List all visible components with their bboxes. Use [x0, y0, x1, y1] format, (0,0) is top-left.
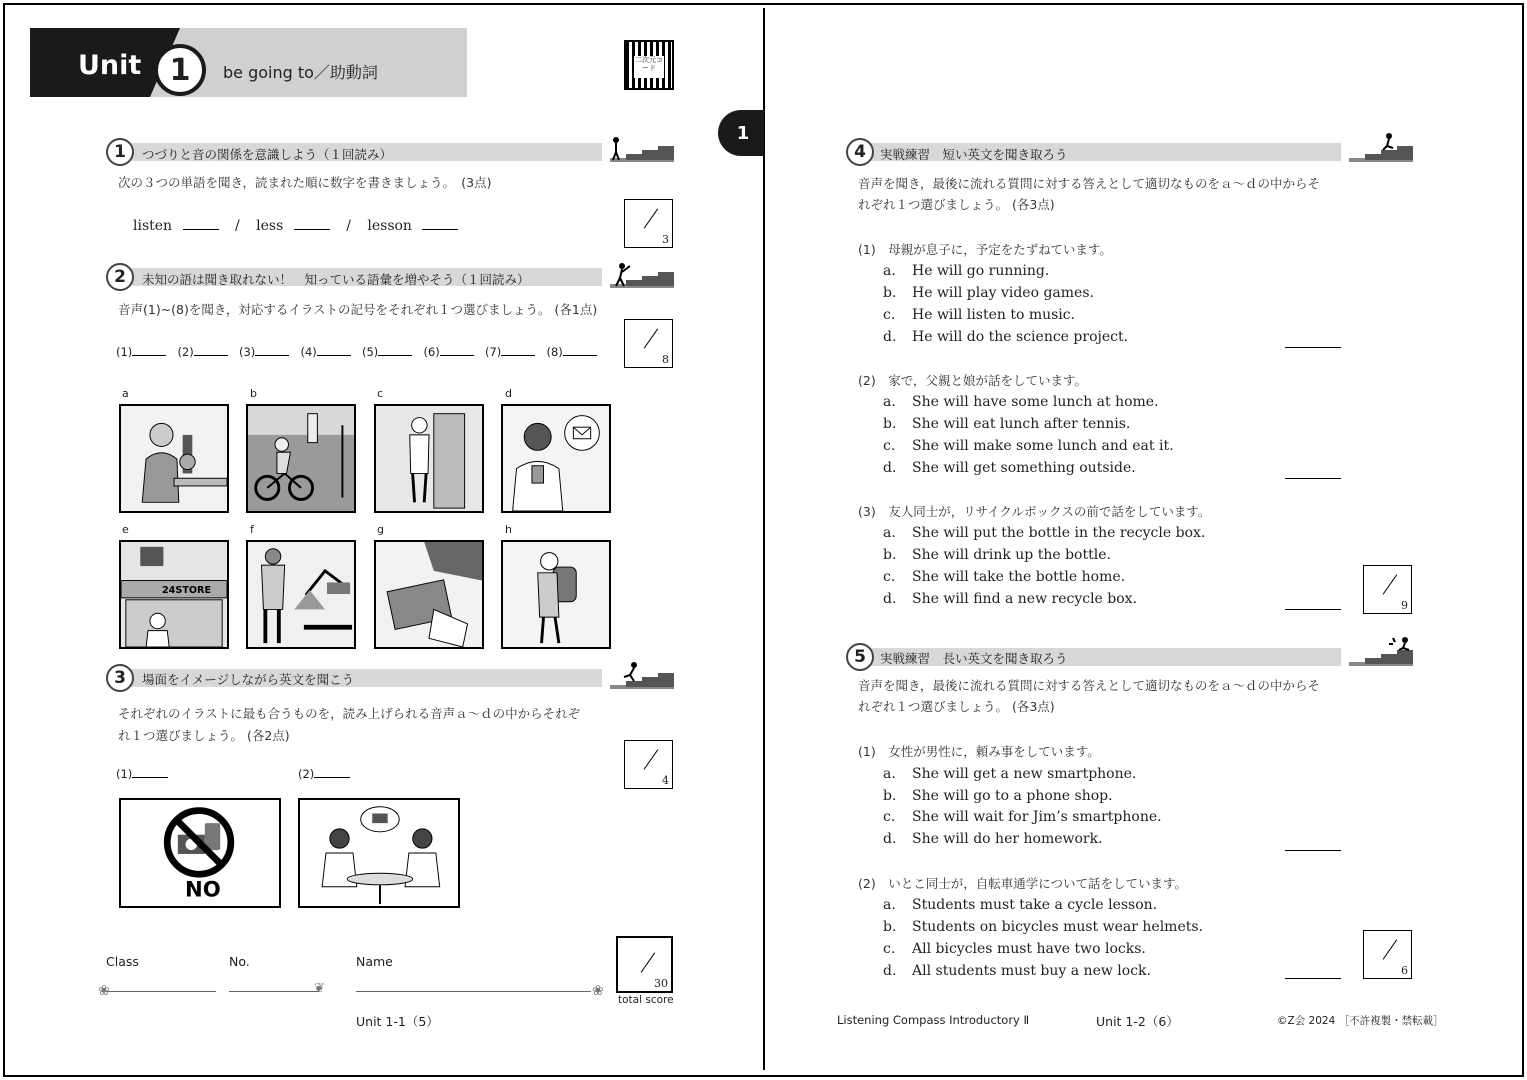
- section2-blanks: [116, 345, 608, 359]
- question-label: (3) 友人同士が，リサイクルボックスの前で話をしています。: [858, 504, 1211, 519]
- picture-h-hiker: [501, 540, 611, 649]
- word-1-blank[interactable]: [183, 229, 219, 230]
- section4-instruction-line2: れぞれ１つ選びましょう。 (各3点): [858, 197, 1055, 212]
- unit-word: Unit: [78, 50, 142, 81]
- section4-score-box[interactable]: [1363, 565, 1412, 614]
- unit-number-badge: [154, 44, 206, 96]
- picture-g-package: [374, 540, 484, 649]
- option-item[interactable]: c. She will wait for Jim’s smartphone.: [883, 809, 1162, 825]
- picture-label-e: e: [122, 523, 129, 536]
- stairs-icon: [610, 258, 674, 288]
- section1-score-box[interactable]: [624, 199, 673, 248]
- answer-blank[interactable]: (6): [424, 345, 486, 359]
- stairs-icon: [1349, 636, 1413, 666]
- word-3: lesson: [367, 218, 412, 234]
- no-sign-text: NO: [185, 876, 221, 902]
- section5-number: 5: [846, 643, 874, 671]
- score-denominator: 3: [662, 233, 669, 246]
- unit-number: 1: [154, 44, 206, 96]
- picture-label-g: g: [377, 523, 384, 536]
- section3-instruction-line2: れ１つ選びましょう。 (各2点): [118, 728, 290, 743]
- option-item[interactable]: d. All students must buy a new lock.: [883, 963, 1151, 979]
- option-item[interactable]: b. She will drink up the bottle.: [883, 547, 1111, 563]
- qr-code-label: 二次元コード: [634, 56, 664, 78]
- answer-blank[interactable]: (1): [116, 345, 178, 359]
- stairs-icon: [610, 659, 674, 689]
- section2-number: 2: [106, 263, 134, 291]
- total-score-label: total score: [618, 994, 674, 1006]
- option-item[interactable]: c. She will take the bottle home.: [883, 569, 1126, 585]
- answer-line[interactable]: [1285, 978, 1341, 979]
- section1-instruction: 次の３つの単語を聞き，読まれた順に数字を書きましょう。 (3点): [118, 175, 492, 190]
- store-sign-text: 24STORE: [161, 585, 212, 597]
- word-separator: /: [234, 218, 240, 234]
- option-item[interactable]: b. Students on bicycles must wear helmets.: [883, 919, 1203, 935]
- picture-d-message: [501, 404, 611, 513]
- total-denominator: 30: [654, 977, 668, 990]
- copyright: ©Z会 2024 ［不許複製・禁転載］: [1277, 1015, 1444, 1027]
- answer-blank[interactable]: (7): [485, 345, 547, 359]
- page-divider: [763, 8, 765, 1070]
- option-item[interactable]: b. She will eat lunch after tennis.: [883, 416, 1131, 432]
- section1-title: つづりと音の関係を意識しよう（１回読み）: [142, 147, 393, 162]
- picture-cafe-conversation: [298, 798, 460, 908]
- page-tab: 1: [718, 110, 764, 156]
- right-page-label: Unit 1-2（6）: [1096, 1014, 1179, 1029]
- word-1: listen: [133, 218, 173, 234]
- option-item[interactable]: a. She will get a new smartphone.: [883, 766, 1137, 782]
- leaf-icon: ❀: [592, 983, 604, 999]
- question-label: (2) いとこ同士が，自転車通学について話をしています。: [858, 876, 1187, 891]
- total-score-box[interactable]: [616, 936, 673, 993]
- section2-title: 未知の語は聞き取れない！ 知っている語彙を増やそう（１回読み）: [142, 272, 530, 287]
- section1-number: 1: [106, 138, 134, 166]
- option-item[interactable]: c. She will make some lunch and eat it.: [883, 438, 1174, 454]
- section1-words: [133, 218, 458, 234]
- word-2-blank[interactable]: [294, 229, 330, 230]
- score-denominator: 8: [662, 353, 669, 366]
- answer-blank[interactable]: (2): [298, 767, 350, 781]
- answer-blank[interactable]: (4): [301, 345, 363, 359]
- section2-instruction: 音声(1)~(8)を聞き，対応するイラストの記号をそれぞれ１つ選びましょう。 (各1点): [118, 302, 598, 317]
- answer-line[interactable]: [1285, 850, 1341, 851]
- answer-line[interactable]: [1285, 347, 1341, 348]
- word-3-blank[interactable]: [422, 229, 458, 230]
- option-item[interactable]: c. He will listen to music.: [883, 307, 1076, 323]
- section2-score-box[interactable]: [624, 319, 673, 368]
- answer-line[interactable]: [1285, 609, 1341, 610]
- section4-instruction-line1: 音声を聞き，最後に流れる質問に対する答えとして適切なものをａ～ｄの中からそ: [858, 176, 1321, 191]
- name-label: Name: [356, 954, 393, 969]
- word-2: less: [256, 218, 284, 234]
- score-denominator: 4: [662, 774, 669, 787]
- section4-title: 実戦練習 短い英文を聞き取ろう: [880, 147, 1068, 162]
- stairs-icon: [610, 132, 674, 162]
- word-separator: /: [346, 218, 351, 234]
- section5-score-box[interactable]: [1363, 930, 1412, 979]
- section3-number: 3: [106, 664, 134, 692]
- option-item[interactable]: a. Students must take a cycle lesson.: [883, 897, 1158, 913]
- class-label: Class: [106, 954, 139, 969]
- answer-blank[interactable]: (3): [239, 345, 301, 359]
- picture-b-bicycle: [246, 404, 356, 513]
- option-item[interactable]: a. She will put the bottle in the recycle box.: [883, 525, 1206, 541]
- picture-f-construction: [246, 540, 356, 649]
- picture-no-camera: [119, 798, 281, 908]
- answer-blank[interactable]: (8): [547, 345, 609, 359]
- picture-label-h: h: [505, 523, 512, 536]
- number-label: No.: [229, 954, 250, 969]
- section5-instruction-line1: 音声を聞き，最後に流れる質問に対する答えとして適切なものをａ～ｄの中からそ: [858, 678, 1321, 693]
- qr-code-icon[interactable]: [624, 40, 674, 90]
- unit-title: be going to／助動詞: [223, 63, 378, 82]
- option-item[interactable]: c. All bicycles must have two locks.: [883, 941, 1146, 957]
- picture-e-store: [119, 540, 229, 649]
- section4-number: 4: [846, 138, 874, 166]
- question-label: (2) 家で，父親と娘が話をしています。: [858, 373, 1087, 388]
- picture-c-door: [374, 404, 484, 513]
- leaf-icon: ❀: [98, 983, 110, 999]
- option-item[interactable]: b. She will go to a phone shop.: [883, 788, 1113, 804]
- answer-blank[interactable]: (1): [116, 767, 168, 781]
- answer-blank[interactable]: (5): [362, 345, 424, 359]
- class-field[interactable]: [106, 991, 216, 992]
- section5-instruction-line2: れぞれ１つ選びましょう。 (各3点): [858, 699, 1055, 714]
- number-field[interactable]: [229, 991, 319, 992]
- picture-label-f: f: [250, 523, 254, 536]
- stairs-icon: [1349, 132, 1413, 162]
- section3-title: 場面をイメージしながら英文を聞こう: [142, 672, 355, 687]
- option-item[interactable]: d. She will find a new recycle box.: [883, 591, 1138, 607]
- picture-a-microscope: [119, 404, 229, 513]
- picture-label-a: a: [122, 387, 129, 400]
- section3-score-box[interactable]: [624, 740, 673, 789]
- option-item[interactable]: d. She will get something outside.: [883, 460, 1136, 476]
- section5-title: 実戦練習 長い英文を聞き取ろう: [880, 651, 1068, 666]
- question-label: (1) 女性が男性に，頼み事をしています。: [858, 744, 1100, 759]
- option-item[interactable]: a. He will go running.: [883, 263, 1050, 279]
- answer-blank[interactable]: (2): [178, 345, 240, 359]
- book-title: Listening Compass Introductory Ⅱ: [837, 1013, 1030, 1027]
- name-field[interactable]: [356, 991, 591, 992]
- option-item[interactable]: d. She will do her homework.: [883, 831, 1103, 847]
- option-item[interactable]: b. He will play video games.: [883, 285, 1094, 301]
- score-denominator: 6: [1401, 964, 1408, 977]
- leaf-icon: ❦: [314, 981, 325, 996]
- picture-label-c: c: [377, 387, 384, 400]
- picture-label-b: b: [250, 387, 257, 400]
- option-item[interactable]: d. He will do the science project.: [883, 329, 1129, 345]
- question-label: (1) 母親が息子に，予定をたずねています。: [858, 242, 1112, 257]
- option-item[interactable]: a. She will have some lunch at home.: [883, 394, 1159, 410]
- section3-instruction-line1: それぞれのイラストに最も合うものを，読み上げられる音声ａ～ｄの中からそれぞ: [118, 706, 581, 721]
- answer-line[interactable]: [1285, 478, 1341, 479]
- picture-label-d: d: [505, 387, 512, 400]
- left-page-label: Unit 1-1（5）: [356, 1014, 439, 1029]
- score-denominator: 9: [1401, 599, 1408, 612]
